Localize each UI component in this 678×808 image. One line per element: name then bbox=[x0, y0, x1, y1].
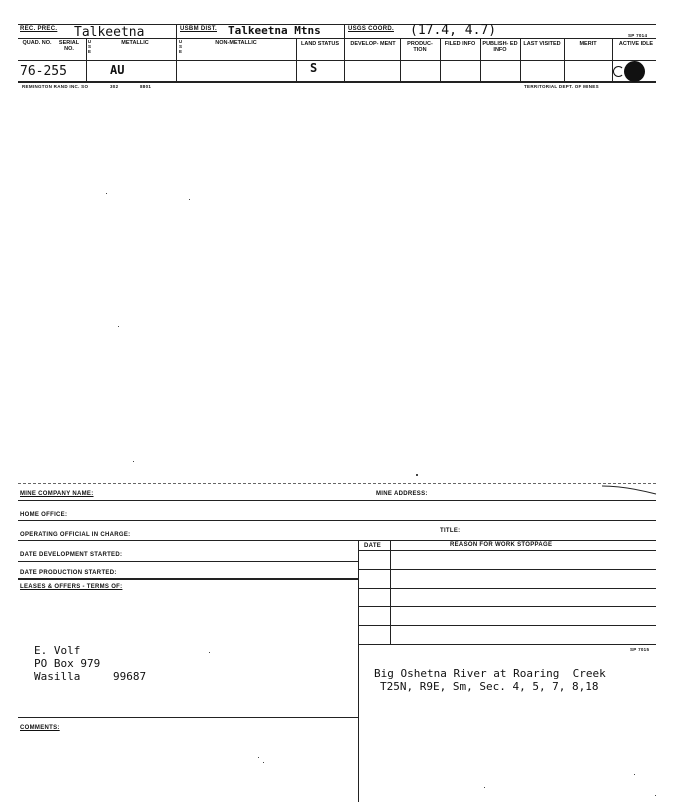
usbm-dist-value: Talkeetna Mtns bbox=[228, 24, 321, 37]
home-office-label: HOME OFFICE: bbox=[20, 512, 68, 518]
metallic-value: AU bbox=[110, 63, 125, 77]
mine-company-name-label: MINE COMPANY NAME: bbox=[20, 491, 94, 497]
usgs-coord-label: USGS COORD. bbox=[348, 26, 394, 32]
bottom-rule bbox=[18, 81, 656, 83]
active-idle-header: ACTIVE IDLE bbox=[618, 41, 654, 47]
location-line-1: Big Oshetna River at Roaring Creek bbox=[374, 667, 606, 680]
owner-po-box: PO Box 979 bbox=[34, 657, 101, 670]
active-punch-hole bbox=[624, 61, 645, 82]
date-development-started-label: DATE DEVELOPMENT STARTED: bbox=[20, 552, 123, 558]
quad-serial-value: 76-255 bbox=[20, 64, 67, 79]
mine-address-label: MINE ADDRESS: bbox=[376, 491, 428, 497]
printer-code-1: 302 bbox=[110, 84, 119, 89]
subheader-rule bbox=[18, 60, 656, 61]
form-number: SP 7014 bbox=[628, 33, 648, 38]
merit-header: MERIT bbox=[579, 41, 597, 47]
filed-info-header: FILED INFO bbox=[444, 41, 476, 47]
use-metallic-header: U S E bbox=[87, 39, 92, 54]
land-status-header: LAND STATUS bbox=[301, 41, 339, 47]
nonmetallic-header: NON-METALLIC bbox=[215, 40, 257, 46]
owner-name: E. Volf bbox=[34, 644, 81, 657]
usgs-coord-value: (17.4, 4.7) bbox=[410, 23, 497, 38]
land-status-value: S bbox=[310, 61, 318, 75]
card-edge bbox=[18, 483, 656, 484]
use-nonmetallic-header: U S E bbox=[178, 39, 183, 54]
last-visited-header: LAST VISITED bbox=[523, 41, 561, 47]
quad-no-header: QUAD. NO. bbox=[22, 40, 52, 46]
printer-credit: REMINGTON RAND INC. SO bbox=[22, 84, 89, 89]
published-info-header: PUBLISH- ED INFO bbox=[482, 41, 518, 53]
metallic-header: METALLIC bbox=[121, 40, 149, 46]
bottom-form-number: SP 7015 bbox=[630, 647, 650, 652]
rec-prec-label: REC. PREC. bbox=[20, 26, 58, 32]
owner-city: Wasilla bbox=[34, 670, 81, 683]
owner-zip: 99687 bbox=[113, 670, 147, 683]
usbm-dist-label: USBM DIST. bbox=[180, 26, 218, 32]
serial-no-header: SERIAL NO. bbox=[58, 40, 80, 52]
card-corner-curl bbox=[600, 480, 660, 500]
printer-code-2: 8801 bbox=[140, 84, 152, 89]
leases-offers-label: LEASES & OFFERS - TERMS OF: bbox=[20, 584, 123, 590]
idle-punch-mark bbox=[613, 66, 624, 77]
production-header: PRODUC- TION bbox=[407, 41, 433, 53]
rec-prec-value: Talkeetna bbox=[74, 25, 145, 40]
center-divider bbox=[358, 540, 359, 802]
comments-label: COMMENTS: bbox=[20, 725, 60, 731]
reason-column-header: REASON FOR WORK STOPPAGE bbox=[450, 542, 553, 548]
development-header: DEVELOP- MENT bbox=[350, 41, 396, 47]
date-column-header: DATE bbox=[364, 543, 382, 549]
date-production-started-label: DATE PRODUCTION STARTED: bbox=[20, 570, 117, 576]
title-label: TITLE: bbox=[440, 528, 461, 534]
operating-official-label: OPERATING OFFICIAL IN CHARGE: bbox=[20, 532, 131, 538]
location-line-2: T25N, R9E, Sm, Sec. 4, 5, 7, 8,18 bbox=[380, 680, 599, 693]
department-credit: TERRITORIAL DEPT. OF MINES bbox=[524, 84, 599, 89]
